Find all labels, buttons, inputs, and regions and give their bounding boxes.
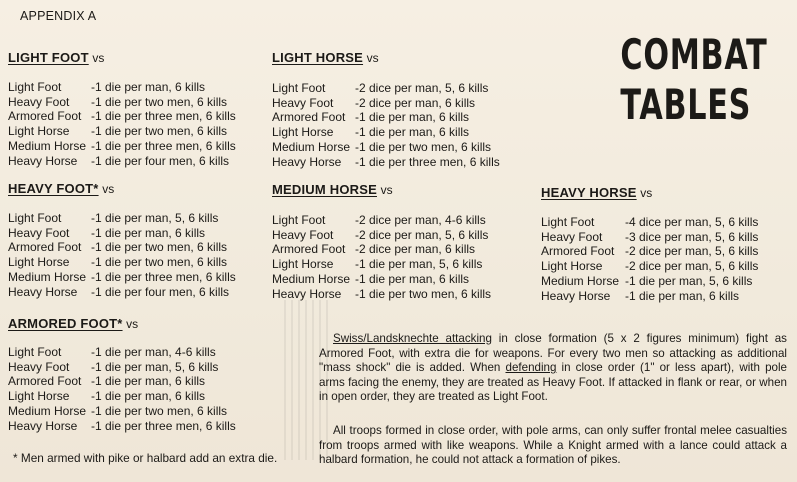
troop-type: Light Horse — [272, 257, 334, 272]
troop-type: Heavy Foot — [272, 227, 334, 242]
appendix-label: APPENDIX A — [20, 9, 97, 23]
combat-result: -1 die per two men, 6 kills — [91, 94, 228, 109]
troop-type: Light Horse — [8, 124, 70, 139]
heavy-horse-vs: vs — [640, 186, 653, 200]
troop-type: Heavy Foot — [272, 95, 334, 110]
combat-result: -1 die per man, 5, 6 kills — [625, 273, 753, 288]
heavy-foot-title — [8, 181, 114, 196]
troop-type: Heavy Horse — [8, 418, 78, 433]
combat-result: -1 die per two men, 6 kills — [91, 255, 228, 270]
table-row — [8, 154, 236, 169]
table-row — [272, 213, 491, 228]
table-row — [8, 360, 236, 375]
troop-type: Medium Horse — [541, 273, 620, 288]
troop-type: Heavy Horse — [8, 153, 78, 168]
table-row — [8, 139, 236, 154]
combat-result: -1 die per two men, 6 kills — [355, 286, 492, 301]
table-row — [541, 289, 758, 304]
troops-text: All troops formed in close order, with pole arms, can only suffer frontal melee casualties from troops armed with like weapons. While a Knight armed with a lance could attack a halbard formation, he could not attack a formation of pikes. — [319, 424, 787, 467]
troop-type: Heavy Foot — [8, 225, 70, 240]
table-row — [8, 255, 236, 270]
combat-result: -1 die per two men, 6 kills — [91, 240, 228, 255]
table-row — [272, 81, 500, 96]
swiss-text-2: in close order (1" or less apart), with pole arms facing the enemy, they are treated as Heavy Foot. If attacked in flank or rear, or when in open order, they are treated as Light Foot. — [319, 361, 788, 404]
swiss-paragraph — [319, 332, 787, 405]
combat-result: -1 die per man, 5, 6 kills — [355, 257, 483, 272]
light-horse-heading: LIGHT HORSE — [272, 50, 364, 65]
heavy-horse-title — [541, 185, 652, 200]
table-row — [8, 404, 236, 419]
light-foot-table — [8, 80, 236, 168]
medium-horse-vs: vs — [380, 183, 393, 197]
table-row — [541, 259, 758, 274]
combat-result: -2 dice per man, 5, 6 kills — [355, 227, 489, 242]
troop-type: Heavy Foot — [541, 229, 603, 244]
table-row — [272, 155, 500, 170]
light-horse-table — [272, 81, 500, 169]
armored-foot-table — [8, 345, 236, 433]
heavy-foot-heading: HEAVY FOOT* — [8, 181, 99, 196]
heavy-foot-table — [8, 211, 236, 299]
combat-result: -1 die per man, 6 kills — [625, 288, 740, 303]
table-row — [272, 242, 491, 257]
combat-result: -2 dice per man, 5, 6 kills — [625, 259, 759, 274]
table-row — [541, 230, 758, 245]
combat-result: -1 die per three men, 6 kills — [355, 154, 500, 169]
combat-result: -3 dice per man, 5, 6 kills — [625, 229, 759, 244]
armored-foot-vs: vs — [126, 317, 139, 331]
combat-result: -1 die per man, 6 kills — [91, 389, 206, 404]
troop-type: Light Foot — [8, 211, 62, 225]
table-row — [8, 95, 236, 110]
table-row — [8, 211, 236, 226]
troop-type: Medium Horse — [272, 139, 351, 154]
combat-result: -1 die per man, 6 kills — [355, 110, 470, 125]
light-horse-title — [272, 50, 379, 65]
troop-type: Heavy Horse — [541, 288, 611, 303]
troop-type: Light Foot — [8, 80, 62, 94]
combat-result: -1 die per man, 6 kills — [91, 225, 206, 240]
troop-type: Medium Horse — [8, 269, 87, 284]
troop-type: Heavy Horse — [8, 284, 78, 299]
troop-type: Armored Foot — [541, 244, 615, 259]
combat-result: -1 die per two men, 6 kills — [355, 139, 492, 154]
table-row — [541, 244, 758, 259]
combat-result: -1 die per man, 5, 6 kills — [91, 211, 219, 225]
combat-result: -1 die per two men, 6 kills — [91, 403, 228, 418]
title-line-1: COMBAT — [620, 30, 768, 79]
combat-result: -1 die per man, 6 kills — [91, 374, 206, 389]
table-row — [8, 345, 236, 360]
combat-result: -1 die per man, 6 kills — [91, 80, 206, 94]
table-row — [541, 215, 758, 230]
heavy-horse-table — [541, 215, 758, 303]
troop-type: Light Foot — [8, 345, 62, 359]
combat-result: -2 dice per man, 4-6 kills — [355, 213, 486, 227]
troop-type: Light Foot — [272, 81, 326, 95]
table-row — [8, 109, 236, 124]
light-foot-title — [8, 50, 104, 65]
combat-result: -2 dice per man, 6 kills — [355, 95, 476, 110]
combat-result: -1 die per man, 5, 6 kills — [91, 359, 219, 374]
combat-result: -1 die per two men, 6 kills — [91, 124, 228, 139]
table-row — [8, 226, 236, 241]
combat-result: -2 dice per man, 6 kills — [355, 242, 476, 257]
combat-result: -1 die per three men, 6 kills — [91, 269, 236, 284]
troop-type: Medium Horse — [8, 138, 87, 153]
table-row — [8, 285, 236, 300]
troop-type: Light Horse — [541, 259, 603, 274]
troop-type: Heavy Horse — [272, 154, 342, 169]
combat-result: -1 die per man, 6 kills — [355, 271, 470, 286]
swiss-lead: Swiss/Landsknechte attacking — [333, 332, 492, 345]
heavy-foot-vs: vs — [102, 182, 115, 196]
medium-horse-table — [272, 213, 491, 301]
table-row — [8, 389, 236, 404]
troop-type: Heavy Foot — [8, 94, 70, 109]
table-row — [272, 140, 500, 155]
table-row — [8, 270, 236, 285]
medium-horse-heading: MEDIUM HORSE — [272, 182, 377, 197]
light-foot-heading: LIGHT FOOT — [8, 50, 89, 65]
combat-result: -2 dice per man, 5, 6 kills — [355, 81, 489, 95]
swiss-text-1: in close formation (5 x 2 figures minimum) fight as Armored Foot, with extra die for weapons. For every two men so attacking as additional "mass shock" die is added. When — [319, 332, 787, 375]
troop-type: Heavy Foot — [8, 359, 70, 374]
combat-result: -1 die per man, 4-6 kills — [91, 345, 216, 359]
table-row — [272, 287, 491, 302]
heavy-horse-heading: HEAVY HORSE — [541, 185, 637, 200]
swiss-defending: defending — [505, 361, 557, 375]
armored-foot-heading: ARMORED FOOT* — [8, 316, 123, 331]
table-row — [272, 110, 500, 125]
combat-result: -1 die per man, 6 kills — [355, 125, 470, 140]
combat-result: -1 die per three men, 6 kills — [91, 109, 236, 124]
table-row — [541, 274, 758, 289]
combat-result: -1 die per four men, 6 kills — [91, 284, 230, 299]
combat-result: -2 dice per man, 5, 6 kills — [625, 244, 759, 259]
troop-type: Armored Foot — [8, 109, 82, 124]
troop-type: Armored Foot — [8, 374, 82, 389]
combat-result: -4 dice per man, 5, 6 kills — [625, 215, 759, 229]
troop-type: Light Horse — [272, 125, 334, 140]
combat-result: -1 die per three men, 6 kills — [91, 418, 236, 433]
troop-type: Armored Foot — [272, 242, 346, 257]
light-horse-vs: vs — [366, 51, 379, 65]
troop-type: Heavy Horse — [272, 286, 342, 301]
troop-type: Medium Horse — [8, 403, 87, 418]
troop-type: Light Horse — [8, 389, 70, 404]
table-row — [272, 228, 491, 243]
footnote: * Men armed with pike or halbard add an extra die. — [13, 451, 278, 465]
table-row — [8, 80, 236, 95]
troop-type: Light Foot — [272, 213, 326, 227]
combat-result: -1 die per four men, 6 kills — [91, 153, 230, 168]
table-row — [8, 240, 236, 255]
medium-horse-title — [272, 182, 393, 197]
table-row — [272, 125, 500, 140]
table-row — [8, 419, 236, 434]
combat-result: -1 die per three men, 6 kills — [91, 138, 236, 153]
troops-paragraph — [319, 424, 787, 468]
troop-type: Light Foot — [541, 215, 595, 229]
troop-type: Armored Foot — [8, 240, 82, 255]
combat-tables-title — [620, 30, 768, 130]
table-row — [272, 272, 491, 287]
table-row — [272, 257, 491, 272]
table-row — [272, 96, 500, 111]
troop-type: Armored Foot — [272, 110, 346, 125]
light-foot-vs: vs — [92, 51, 105, 65]
table-row — [8, 374, 236, 389]
troop-type: Medium Horse — [272, 271, 351, 286]
troop-type: Light Horse — [8, 255, 70, 270]
title-line-2: TABLES — [620, 80, 752, 129]
armored-foot-title — [8, 316, 138, 331]
table-row — [8, 124, 236, 139]
